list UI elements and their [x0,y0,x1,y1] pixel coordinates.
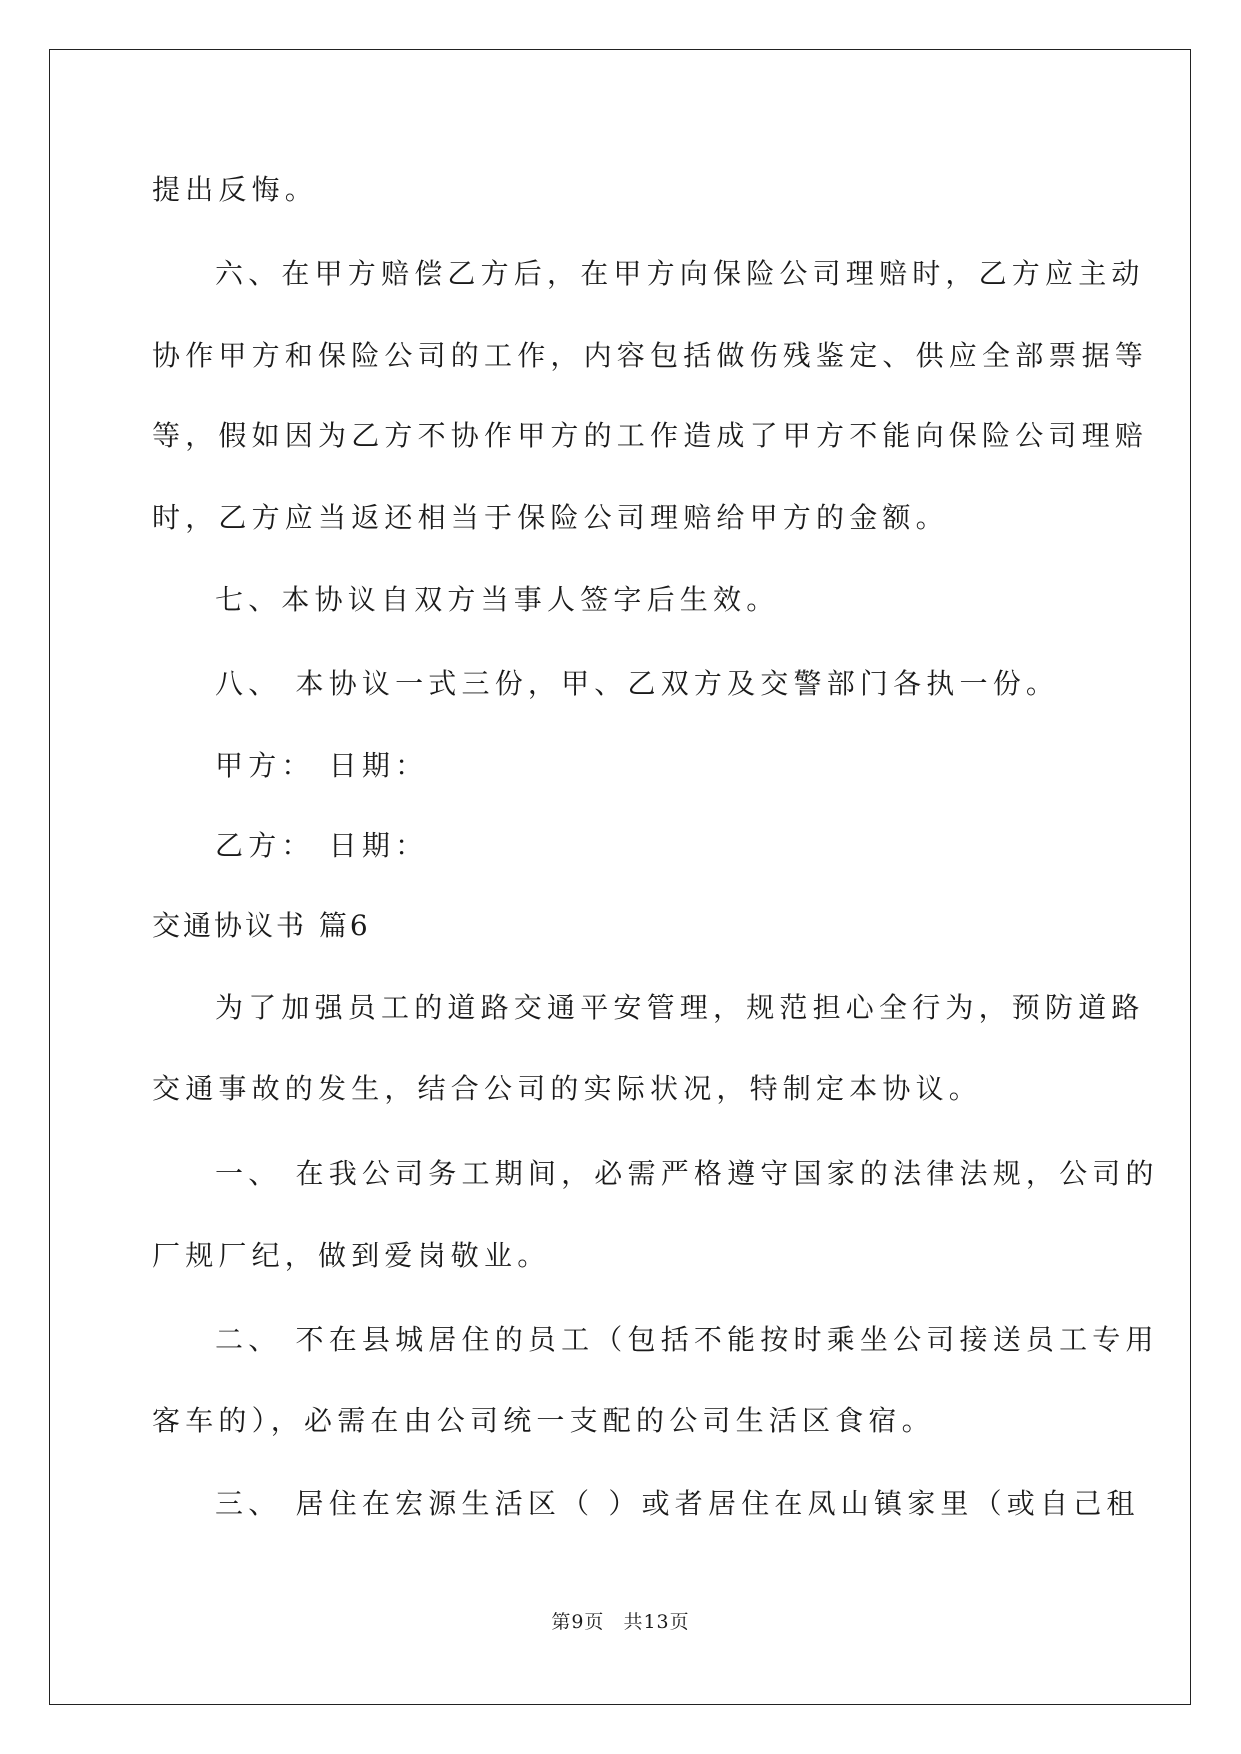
paragraph-line: 二、 不在县城居住的员工（包括不能按时乘坐公司接送员工专用 [215,1323,1159,1356]
paragraph-line: 客车的），必需在由公司统一支配的公司生活区食宿。 [152,1404,935,1437]
paragraph-line: 时，乙方应当返还相当于保险公司理赔给甲方的金额。 [152,501,949,534]
page-footer [0,1607,1241,1634]
paragraph-line: 厂规厂纪，做到爱岗敬业。 [152,1239,551,1272]
paragraph-line: 一、 在我公司务工期间，必需严格遵守国家的法律法规，公司的 [215,1157,1159,1190]
section-heading: 交通协议书 篇6 [152,909,371,942]
paragraph-line: 七、本协议自双方当事人签字后生效。 [215,583,780,616]
paragraph-line: 协作甲方和保险公司的工作，内容包括做伤残鉴定、供应全部票据等 [152,339,1149,372]
paragraph-line: 交通事故的发生，结合公司的实际状况，特制定本协议。 [152,1072,983,1105]
page-border [49,49,1191,1705]
paragraph-line: 三、 居住在宏源生活区（ ）或者居住在凤山镇家里（或自己租 [215,1487,1140,1520]
paragraph-line: 六、在甲方赔偿乙方后，在甲方向保险公司理赔时，乙方应主动 [215,257,1145,290]
paragraph-line: 提出反悔。 [152,173,319,206]
signature-line-party-b: 乙方： 日期： [215,829,429,862]
signature-line-party-a: 甲方： 日期： [215,749,429,782]
paragraph-line: 等，假如因为乙方不协作甲方的工作造成了甲方不能向保险公司理赔 [152,419,1149,452]
page-total: 共13页 [623,1611,690,1633]
paragraph-line: 为了加强员工的道路交通平安管理，规范担心全行为，预防道路 [215,991,1145,1024]
page-number: 第9页 [551,1611,605,1633]
paragraph-line: 八、 本协议一式三份，甲、乙双方及交警部门各执一份。 [215,667,1060,700]
